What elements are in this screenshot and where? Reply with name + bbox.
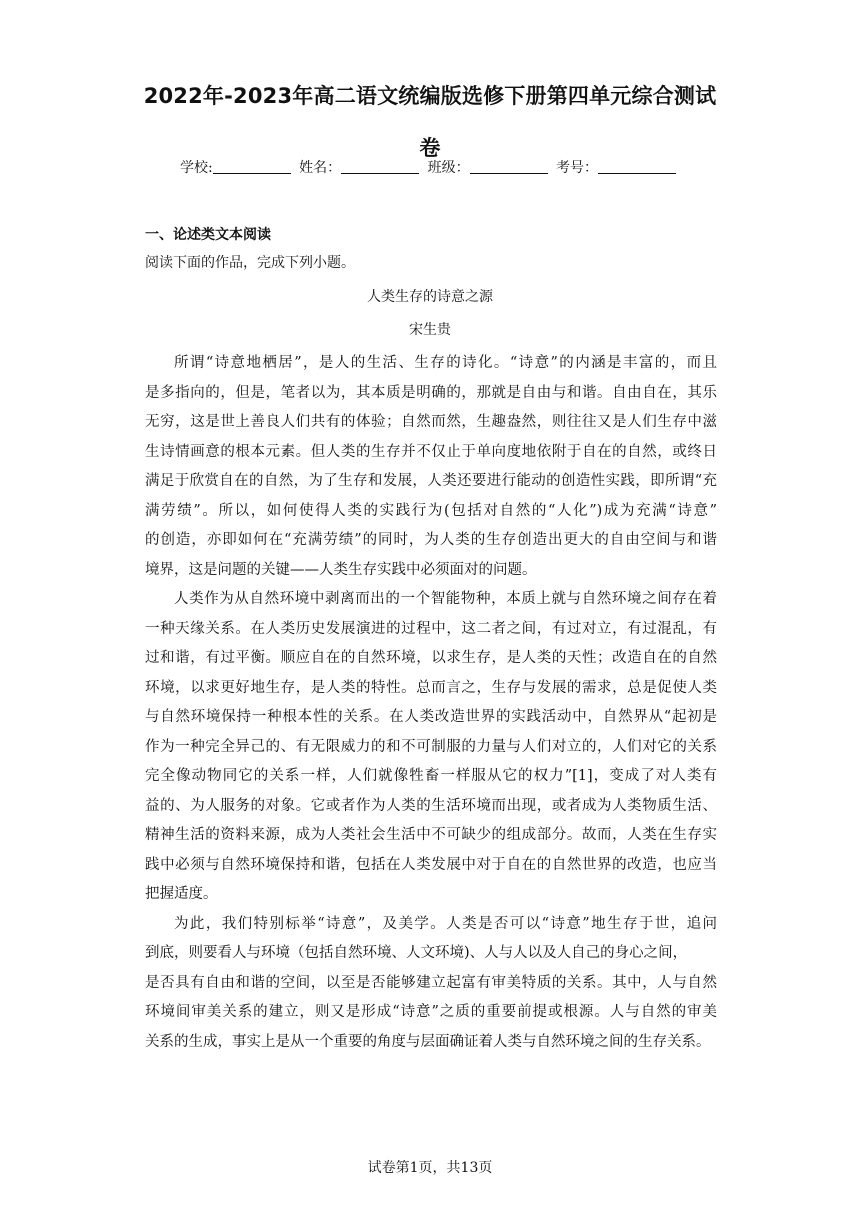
section-instruction: 阅读下面的作品，完成下列小题。 bbox=[145, 255, 355, 271]
body-line: 作为一种完全异己的、有无限威力的和不可制服的力量与人们对立的，人们对它的关系 bbox=[145, 738, 717, 755]
body-line: 把握适度。 bbox=[145, 886, 218, 902]
body-line: 践中必须与自然环境保持和谐，包括在人类发展中对于自在的自然世界的改造，也应当 bbox=[145, 856, 717, 873]
article-body bbox=[145, 349, 717, 1057]
body-line: 满足于欣赏自在的自然，为了生存和发展，人类还要进行能动的创造性实践，即所谓“充 bbox=[145, 473, 717, 489]
number-blank[interactable] bbox=[598, 159, 676, 174]
page-footer: 试卷第1页，共13页 bbox=[367, 1160, 493, 1176]
number-label: 考号： bbox=[556, 160, 599, 176]
section-heading: 一、论述类文本阅读 bbox=[145, 227, 271, 243]
body-line: 完全像动物同它的关系一样，人们就像牲畜一样服从它的权力”[1]，变成了对人类有 bbox=[145, 768, 717, 784]
school-label: 学校: bbox=[179, 160, 213, 176]
body-line: 过和谐，有过平衡。顺应自在的自然环境，以求生存，是人类的天性；改造自在的自然 bbox=[145, 650, 717, 666]
name-blank[interactable] bbox=[341, 159, 419, 174]
body-line: 环境，以求更好地生存，是人类的特性。总而言之，生存与发展的需求，总是促使人类 bbox=[145, 679, 717, 696]
body-line: 一种天缘关系。在人类历史发展演进的过程中，这二者之间，有过对立，有过混乱，有 bbox=[145, 620, 717, 637]
body-line: 无穷，这是世上善良人们共有的体验；自然而然，生趣盎然，则往往又是人们生存中滋 bbox=[145, 414, 717, 430]
class-label: 班级： bbox=[427, 160, 470, 176]
name-label: 姓名： bbox=[299, 160, 342, 176]
body-line: 是多指向的，但是，笔者以为，其本质是明确的，那就是自由与和谐。自由自在，其乐 bbox=[145, 384, 717, 401]
body-line: 精神生活的资料来源，成为人类社会生活中不可缺少的组成部分。故而，人类在生存实 bbox=[145, 827, 717, 843]
article-title: 人类生存的诗意之源 bbox=[367, 289, 493, 305]
exam-title-line2: 卷 bbox=[419, 136, 441, 160]
body-line: 人类作为从自然环境中剥离而出的一个智能物种，本质上就与自然环境之间存在着 bbox=[174, 591, 717, 607]
body-line: 到底，则要看人与环境（包括自然环境、人文环境)、人与人以及人自己的身心之间， bbox=[145, 945, 688, 961]
body-line: 的创造，亦即如何在“充满劳绩”的同时，为人类的生存创造出更大的自由空间与和谐 bbox=[145, 532, 717, 548]
exam-title-line1: 2022年-2023年高二语文统编版选修下册第四单元综合测试 bbox=[143, 84, 717, 108]
body-line: 满劳绩”。所以，如何使得人类的实践行为(包括对自然的“人化”)成为充满“诗意” bbox=[145, 502, 717, 519]
body-line: 境界，这是问题的关键——人类生存实践中必须面对的问题。 bbox=[145, 561, 537, 578]
body-line: 生诗情画意的根本元素。但人类的生存并不仅止于单向度地依附于自在的自然，或终日 bbox=[145, 443, 717, 460]
body-line: 是否具有自由和谐的空间，以至是否能够建立起富有审美特质的关系。其中，人与自然 bbox=[145, 974, 717, 991]
body-line: 与自然环境保持一种根本性的关系。在人类改造世界的实践活动中，自然界从“起初是 bbox=[145, 709, 717, 725]
body-line: 为此，我们特别标举“诗意”，及美学。人类是否可以“诗意”地生存于世，追问 bbox=[174, 915, 717, 932]
body-line: 环境间审美关系的建立，则又是形成“诗意”之质的重要前提或根源。人与自然的审美 bbox=[145, 1004, 717, 1020]
school-blank[interactable] bbox=[213, 159, 291, 174]
class-blank[interactable] bbox=[470, 159, 548, 174]
student-info-row bbox=[0, 156, 860, 180]
body-line: 益的、为人服务的对象。它或者作为人类的生活环境而出现，或者成为人类物质生活、 bbox=[145, 797, 717, 814]
article-author: 宋生贵 bbox=[409, 322, 451, 338]
body-line: 所谓“诗意地栖居”，是人的生活、生存的诗化。“诗意”的内涵是丰富的，而且 bbox=[174, 355, 717, 371]
body-line: 关系的生成，事实上是从一个重要的角度与层面确证着人类与自然环境之间的生存关系。 bbox=[145, 1033, 711, 1050]
